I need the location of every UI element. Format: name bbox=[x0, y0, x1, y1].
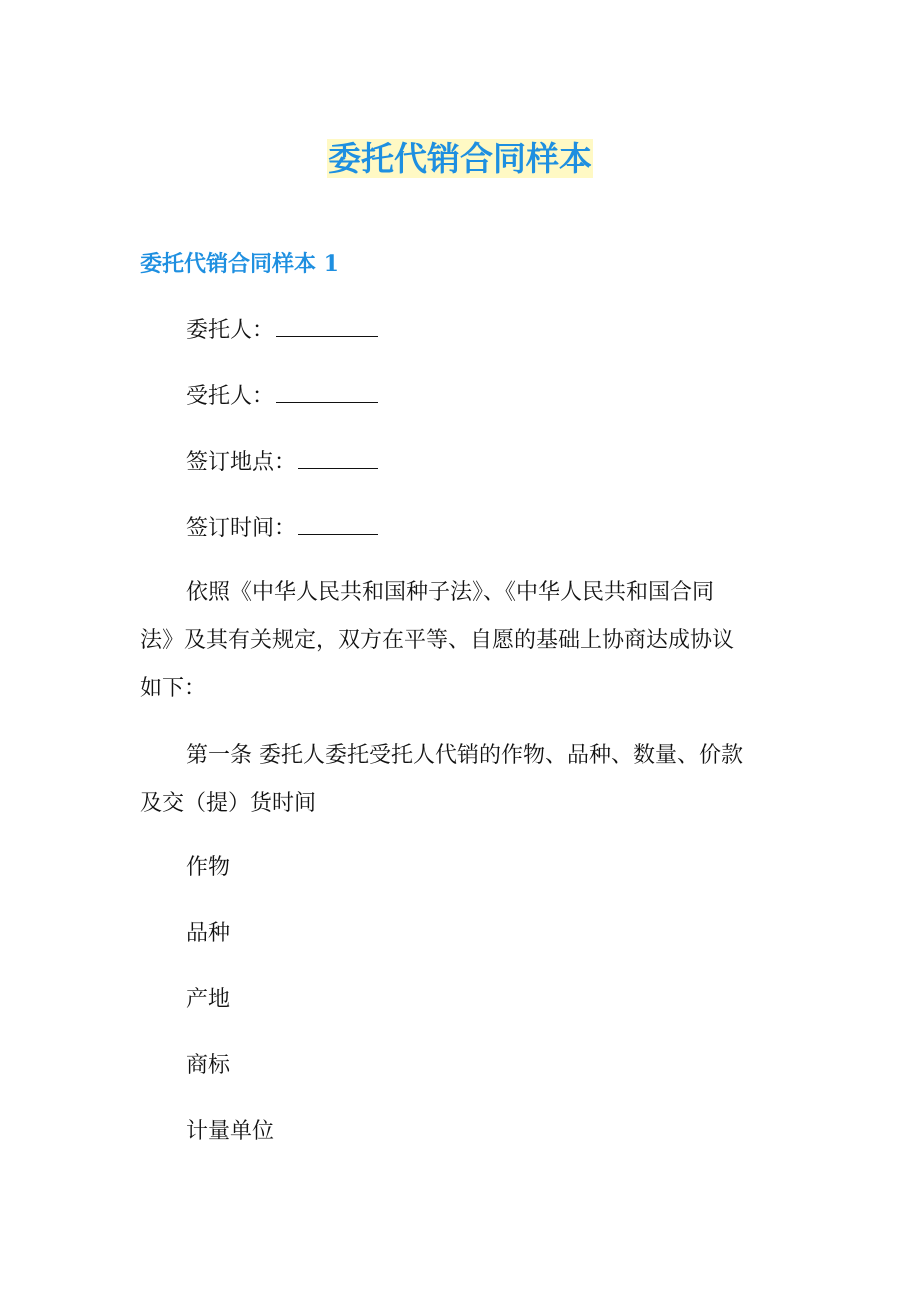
field-signing-time-label: 签订时间： bbox=[186, 516, 297, 541]
document-title bbox=[0, 136, 920, 182]
field-agent bbox=[186, 380, 378, 413]
field-signing-place-blank bbox=[298, 446, 378, 469]
list-item-variety: 品种 bbox=[186, 921, 231, 946]
article-1-line-1: 第一条 委托人委托受托人代销的作物、品种、数量、价款 bbox=[186, 743, 743, 768]
field-principal-label: 委托人： bbox=[186, 318, 275, 343]
field-agent-label: 受托人： bbox=[186, 384, 275, 409]
intro-line-3: 如下： bbox=[140, 676, 207, 701]
list-item-unit: 计量单位 bbox=[186, 1119, 275, 1144]
intro-line-2: 法》及其有关规定，双方在平等、自愿的基础上协商达成协议 bbox=[140, 628, 735, 653]
field-principal-blank bbox=[276, 314, 378, 337]
field-signing-time bbox=[186, 512, 378, 545]
intro-line-1: 依照《中华人民共和国种子法》、《中华人民共和国合同 bbox=[186, 580, 715, 605]
field-signing-place bbox=[186, 446, 378, 479]
list-item-trademark: 商标 bbox=[186, 1053, 231, 1078]
document-title-text: 委托代销合同样本 bbox=[328, 139, 592, 178]
article-1-line-2: 及交（提）货时间 bbox=[140, 791, 317, 816]
field-signing-place-label: 签订地点： bbox=[186, 450, 297, 475]
field-principal bbox=[186, 314, 378, 347]
field-agent-blank bbox=[276, 380, 378, 403]
field-signing-time-blank bbox=[298, 512, 378, 535]
list-item-crop: 作物 bbox=[186, 855, 231, 880]
section-heading: 委托代销合同样本 1 bbox=[140, 251, 339, 277]
list-item-origin: 产地 bbox=[186, 987, 231, 1012]
